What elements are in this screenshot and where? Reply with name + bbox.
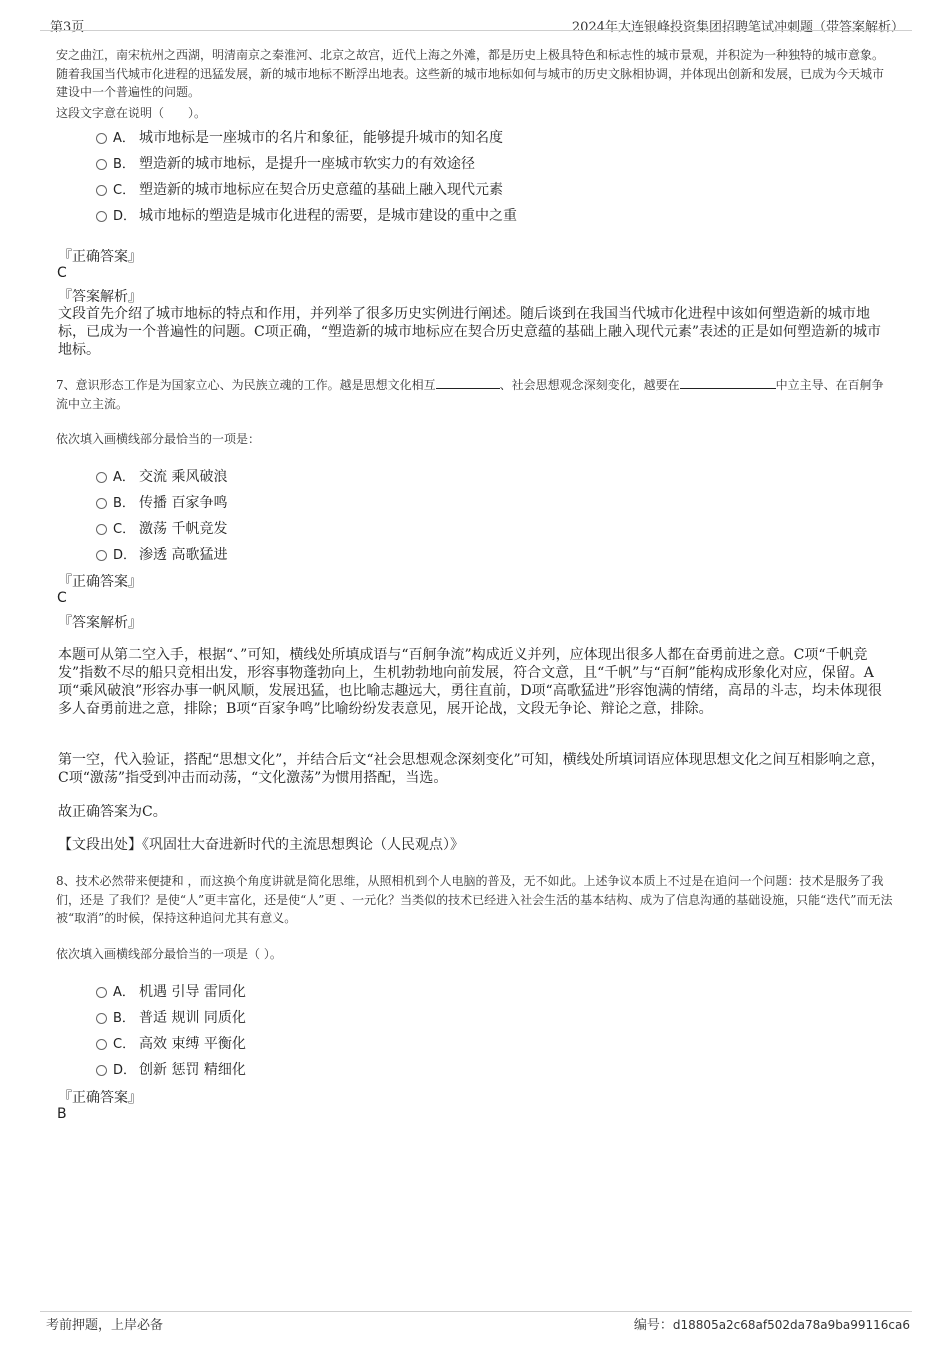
q6-option-c[interactable]: C． 塑造新的城市地标应在契合历史意蕴的基础上融入现代元素: [96, 179, 503, 201]
q8-answer: B: [57, 1106, 67, 1122]
q7-source: 【文段出处】《巩固壮大奋进新时代的主流思想舆论（人民观点）》: [58, 837, 464, 853]
radio-icon[interactable]: [96, 1013, 107, 1024]
q8-instruction: 依次填入画横线部分最恰当的一项是（ ）。: [56, 947, 282, 961]
q6-option-a[interactable]: A． 城市地标是一座城市的名片和象征，能够提升城市的知名度: [96, 127, 503, 149]
q6-option-b[interactable]: B． 塑造新的城市地标，是提升一座城市软实力的有效途径: [96, 153, 475, 175]
q6-answer: C: [57, 265, 67, 281]
radio-icon[interactable]: [96, 550, 107, 561]
radio-icon[interactable]: [96, 211, 107, 222]
q6-analysis: 文段首先介绍了城市地标的特点和作用，并列举了很多历史实例进行阐述。随后谈到在我国当代城市化进程中该如何塑造新的城市地标，已成为一个普遍性的问题。C项正确，“塑造新的城市地标应在契合历史意蕴的基础上融入现代元素”表述的正是如何塑造新的城市地标。: [58, 306, 882, 358]
q7-analysis-heading: 『答案解析』: [58, 615, 142, 631]
q7-instruction: 依次填入画横线部分最恰当的一项是：: [56, 432, 261, 446]
radio-icon[interactable]: [96, 1065, 107, 1076]
q7-option-b[interactable]: B． 传播 百家争鸣: [96, 492, 227, 514]
q8-option-a[interactable]: A． 机遇 引导 雷同化: [96, 981, 246, 1003]
q8-stem: 8、技术必然带来便捷和 ，而这换个角度讲就是简化思维，从照相机到个人电脑的普及，无不如此。上述争议本质上不过是在追问一个问题：技术是服务了我们，还是 了我们？是使“人”更丰富化，还是使“人”更 、一元化？当类似的技术已经进入社会生活的基本结构、成为了信息沟通的基础设施，只能“迭代”而无法被“取消”的时候，保持这种追问尤其有意义。: [56, 874, 893, 925]
footer-slogan: 考前押题，上岸必备: [46, 1318, 164, 1333]
q7-option-d[interactable]: D． 渗透 高歌猛进: [96, 544, 227, 566]
q7-option-a[interactable]: A． 交流 乘风破浪: [96, 466, 227, 488]
q7-analysis-paragraph-1: 本题可从第二空入手，根据“、”可知，横线处所填成语与“百舸争流”构成近义并列，应体现出很多人都在奋勇前进之意。C项“千帆竞发”指数不尽的船只竞相出发，形容事物蓬勃向上，生机勃勃地向前发展，符合文意，且“千帆”与“百舸”能构成形象化对应，保留。A项“乘风破浪”形容办事一帆风顺，发展迅猛，也比喻志趣远大，勇往直前，D项“高歌猛进”形容饱满的情绪，高昂的斗志，均未体现很多人奋勇前进之意，排除；B项“百家争鸣”比喻纷纷发表意见，展开论战，文段无争论、辩论之意，排除。: [58, 647, 882, 717]
q7-stem: 7、意识形态工作是为国家立心、为民族立魂的工作。越是思想文化相互 、社会思想观念深刻变化，越要在 中立主导、在百舸争流中立主流。: [56, 378, 884, 411]
radio-icon[interactable]: [96, 987, 107, 998]
q8-option-c[interactable]: C． 高效 束缚 平衡化: [96, 1033, 246, 1055]
document-title: 2024年大连银峰投资集团招聘笔试冲刺题（带答案解析）: [571, 20, 904, 35]
radio-icon[interactable]: [96, 472, 107, 483]
blank-2: [680, 376, 776, 389]
q8-option-b[interactable]: B． 普适 规训 同质化: [96, 1007, 246, 1029]
radio-icon[interactable]: [96, 185, 107, 196]
radio-icon[interactable]: [96, 498, 107, 509]
radio-icon[interactable]: [96, 524, 107, 535]
radio-icon[interactable]: [96, 133, 107, 144]
q6-answer-heading: 『正确答案』: [58, 249, 142, 265]
q7-analysis-paragraph-2: 第一空，代入验证，搭配“思想文化”，并结合后文“社会思想观念深刻变化”可知，横线处所填词语应体现思想文化之间互相影响之意，C项“激荡”指受到冲击而动荡，“文化激荡”为惯用搭配，当选。: [58, 752, 885, 786]
blank-1: [436, 376, 500, 389]
page-number: 第3页: [50, 20, 85, 35]
q6-stem: 这段文字意在说明（ ）。: [56, 106, 207, 120]
footer-divider: [40, 1311, 912, 1312]
page-footer: [46, 1314, 910, 1333]
q7-analysis-paragraph-3: 故正确答案为C。: [58, 804, 167, 820]
q8-answer-heading: 『正确答案』: [58, 1090, 142, 1106]
header-divider: [40, 30, 912, 31]
q6-passage: 安之曲江，南宋杭州之西湖，明清南京之秦淮河、北京之故宫，近代上海之外滩，都是历史上极具特色和标志性的城市景观，并积淀为一种独特的城市意象。随着我国当代城市化进程的迅猛发展，新的城市地标不断浮出地表。这些新的城市地标如何与城市的历史文脉相协调，并体现出创新和发展，已成为今天城市建设中一个普遍性的问题。: [56, 48, 885, 99]
q7-option-c[interactable]: C． 激荡 千帆竞发: [96, 518, 227, 540]
radio-icon[interactable]: [96, 1039, 107, 1050]
q8-option-d[interactable]: D． 创新 惩罚 精细化: [96, 1059, 246, 1081]
page-header: [38, 10, 912, 35]
q6-option-d[interactable]: D． 城市地标的塑造是城市化进程的需要，是城市建设的重中之重: [96, 205, 517, 227]
q7-answer: C: [57, 590, 67, 606]
document-code: 编号：d18805a2c68af502da78a9ba99116ca6: [633, 1318, 910, 1333]
q6-analysis-heading: 『答案解析』: [58, 289, 142, 305]
radio-icon[interactable]: [96, 159, 107, 170]
q7-answer-heading: 『正确答案』: [58, 574, 142, 590]
